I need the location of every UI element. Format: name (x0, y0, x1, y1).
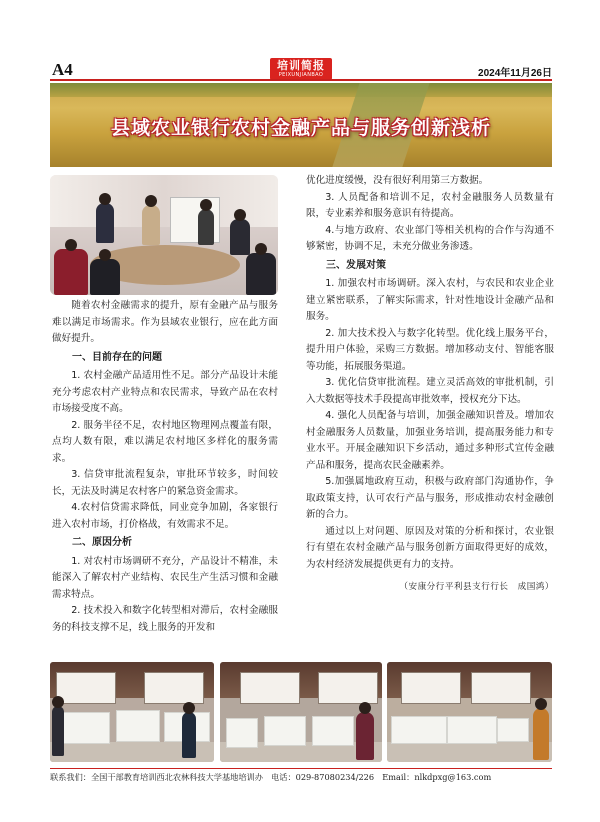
photo-person (90, 259, 120, 295)
photo-person (96, 203, 114, 243)
body-paragraph: 1. 对农村市场调研不充分，产品设计不精准，未能深入了解农村产业结构、农民生产生活习惯和金融需求特点。 (52, 555, 278, 600)
intro-paragraph: 随着农村金融需求的提升，原有金融产品与服务难以满足市场需求。作为县域农业银行，应在此方面做好提升。 (52, 300, 278, 344)
author-signature: （安康分行平利县支行行长 成国鸿） (399, 582, 554, 592)
body-paragraph: 3. 信贷审批流程复杂，审批环节较多，时间较长，无法及时满足农村客户的紧急资金需求。 (52, 469, 278, 497)
group-photo-1 (50, 662, 214, 762)
group-photo-3 (387, 662, 552, 762)
body-paragraph: 2. 技术投入和数字化转型相对滞后，农村金融服务的科技支撑不足，线上服务的开发和 (52, 605, 278, 633)
photo-person (246, 253, 276, 295)
article-right-column (306, 173, 554, 596)
footer-divider (50, 768, 552, 769)
body-paragraph: 3. 优化信贷审批流程。建立灵活高效的审批机制，引入大数据等技术手段提高审批效率，授权充分下达。 (306, 377, 554, 405)
body-paragraph: 2. 服务半径不足，农村地区物理网点覆盖有限，点均人数有限，难以满足农村地区多样化的服务需求。 (52, 419, 278, 464)
article-left-column (52, 298, 278, 636)
banner-image (50, 83, 552, 167)
masthead-title: 培训简报 (277, 59, 325, 72)
photo-person (54, 249, 88, 295)
body-paragraph: 1. 农村金融产品适用性不足。部分产品设计未能充分考虑农村产业特点和农民需求，导致产品在农村市场接受度不高。 (52, 370, 278, 414)
body-paragraph: 2. 加大技术投入与数字化转型。优化线上服务平台，提升用户体验，采购三方数据。增加移动支付、智能客服等功能，拓展服务渠道。 (306, 327, 554, 372)
contact-footer: 联系我们：全国干部教育培训西北农林科技大学基地培训办 电话：029-87080234/226 Email：nlkdpxg@163.com (50, 772, 492, 782)
section-heading: 三、发展对策 (326, 259, 386, 271)
meeting-photo (50, 175, 278, 295)
masthead-logo (270, 58, 332, 80)
body-paragraph: 3. 人员配备和培训不足，农村金融服务人员数量有限，专业素养和服务意识有待提高。 (306, 191, 554, 219)
photo-person (142, 205, 160, 245)
issue-date: 2024年11月26日 (478, 68, 552, 79)
section-heading: 二、原因分析 (72, 537, 132, 548)
body-paragraph: 4. 强化人员配备与培训，加强金融知识普及。增加农村金融服务人员数量，加强业务培训，提高服务能力和专业水平。开展金融知识下乡活动，通过多种形式宣传金融产品和服务，提高农民金融素养。 (306, 410, 554, 471)
body-paragraph: 1. 加强农村市场调研。深入农村，与农民和农业企业建立紧密联系，了解实际需求，针对性地设计金融产品和服务。 (306, 278, 554, 322)
group-photo-2 (220, 662, 382, 762)
photo-person (198, 209, 214, 245)
photo-person (230, 219, 250, 255)
body-paragraph: 5.加强属地政府互动，积极与政府部门沟通协作，争取政策支持，认可农行产品与服务，形成推动农村金融创新的合力。 (306, 476, 554, 520)
body-paragraph: 4.与地方政府、农业部门等相关机构的合作与沟通不够紧密，协调不足，未充分做业务渗透。 (306, 224, 554, 252)
banner-background (50, 83, 552, 97)
article-title: 县域农业银行农村金融产品与服务创新浅析 (110, 117, 491, 139)
masthead-pinyin: PEIXUNJIANBAO (278, 72, 324, 78)
page-number: A4 (52, 60, 73, 79)
body-paragraph: 优化进度缓慢，没有很好利用第三方数据。 (306, 175, 489, 186)
conclusion-paragraph: 通过以上对问题、原因及对策的分析和探讨，农业银行有望在农村金融产品与服务创新方面取得更好的成效，为农村经济发展提供更有力的支持。 (306, 525, 554, 570)
header-divider (50, 79, 552, 81)
section-heading: 一、目前存在的问题 (72, 351, 162, 363)
body-paragraph: 4.农村信贷需求降低，同业竞争加剧，各家银行进入农村市场，打价格战，有效需求不足。 (52, 502, 278, 530)
